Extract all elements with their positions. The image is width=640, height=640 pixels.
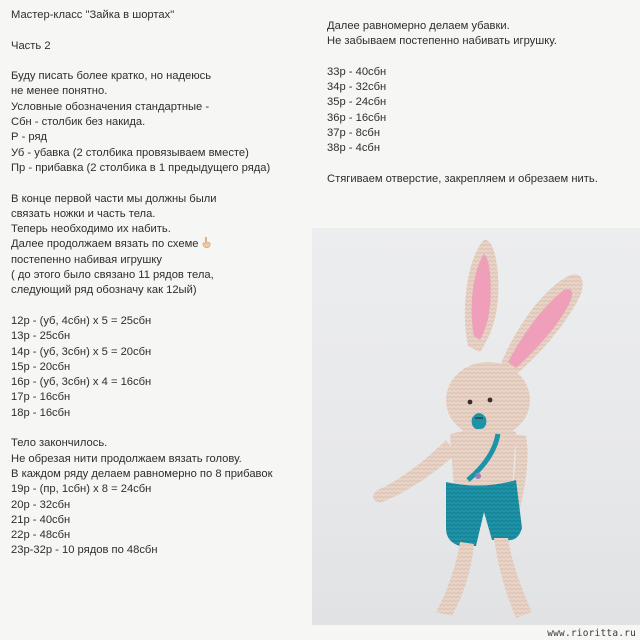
head-text-line: Не обрезая нити продолжаем вязать голову. bbox=[11, 452, 242, 465]
intro-line: Сбн - столбик без накида. bbox=[11, 116, 146, 129]
pattern-row: 12р - (уб, 4сбн) х 5 = 25сбн bbox=[11, 314, 152, 327]
body-text-line: В конце первой части мы должны были bbox=[11, 192, 217, 205]
final-instruction: Стягиваем отверстие, закрепляем и обрезаем нить. bbox=[327, 172, 598, 185]
intro-line: Р - ряд bbox=[11, 131, 48, 144]
decrease-intro-line: Далее равномерно делаем убавки. bbox=[327, 20, 510, 32]
body-text-line: ( до этого было связано 11 рядов тела, bbox=[11, 269, 214, 282]
head-text-line: В каждом ряду делаем равномерно по 8 прибавок bbox=[11, 467, 273, 480]
crochet-bunny-illustration bbox=[312, 228, 640, 625]
pattern-row: 20р - 32сбн bbox=[11, 498, 71, 511]
pattern-row: 19р - (пр, 1сбн) х 8 = 24сбн bbox=[11, 483, 152, 496]
decrease-intro-line: Не забываем постепенно набивать игрушку. bbox=[327, 35, 557, 48]
pattern-row: 16р - (уб, 3сбн) х 4 = 16сбн bbox=[11, 376, 152, 389]
pattern-row: 34р - 32сбн bbox=[327, 81, 387, 94]
blue-shorts bbox=[446, 480, 522, 546]
intro-line: Условные обозначения стандартные - bbox=[11, 100, 210, 113]
head-text-line: Тело закончилось. bbox=[11, 437, 108, 450]
body-text-line: Теперь необходимо их набить. bbox=[11, 223, 171, 236]
left-ear bbox=[465, 240, 499, 352]
shorts-button bbox=[475, 473, 481, 479]
right-ear bbox=[500, 274, 583, 378]
pattern-row: 14р - (уб, 3сбн) х 5 = 20сбн bbox=[11, 345, 152, 358]
pattern-row: 22р - 48сбн bbox=[11, 529, 71, 542]
left-eye bbox=[468, 400, 473, 405]
left-leg bbox=[436, 542, 474, 616]
body-text-line bbox=[11, 237, 311, 252]
pattern-row: 23р-32р - 10 рядов по 48сбн bbox=[11, 544, 158, 557]
pattern-row: 18р - 16сбн bbox=[11, 406, 71, 419]
pattern-row: 38р - 4сбн bbox=[327, 142, 381, 155]
pattern-row: 15р - 20сбн bbox=[11, 360, 71, 373]
body-text-span: Далее продолжаем вязать по схеме bbox=[11, 238, 199, 251]
pattern-row: 17р - 16сбн bbox=[11, 391, 71, 404]
right-text-column bbox=[327, 19, 627, 187]
body-text-line: постепенно набивая игрушку bbox=[11, 253, 162, 266]
pattern-row: 35р - 24сбн bbox=[327, 96, 387, 109]
pointing-down-hand-icon bbox=[202, 237, 211, 248]
pattern-row: 33р - 40сбн bbox=[327, 65, 387, 78]
pattern-row: 21р - 40сбн bbox=[11, 513, 71, 526]
document-title: Мастер-класс "Зайка в шортах" bbox=[11, 9, 175, 21]
intro-line: Уб - убавка (2 столбика провязываем вместе) bbox=[11, 146, 249, 159]
right-leg bbox=[494, 538, 532, 618]
watermark: www.rioritta.ru bbox=[547, 628, 636, 639]
pattern-row: 37р - 8сбн bbox=[327, 127, 381, 140]
left-arm bbox=[373, 440, 456, 502]
right-eye bbox=[488, 398, 493, 403]
intro-line: Буду писать более кратко, но надеюсь bbox=[11, 70, 212, 83]
bunny-photo bbox=[312, 228, 640, 625]
left-text-column bbox=[11, 8, 311, 559]
part-label: Часть 2 bbox=[11, 39, 51, 52]
intro-line: не менее понятно. bbox=[11, 85, 108, 98]
pattern-row: 36р - 16сбн bbox=[327, 111, 387, 124]
intro-line: Пр - прибавка (2 столбика в 1 предыдущего ряда) bbox=[11, 161, 271, 174]
body-text-line: следующий ряд обозначу как 12ый) bbox=[11, 284, 197, 297]
pattern-row: 13р - 25сбн bbox=[11, 330, 71, 343]
body-text-line: связать ножки и часть тела. bbox=[11, 207, 156, 220]
